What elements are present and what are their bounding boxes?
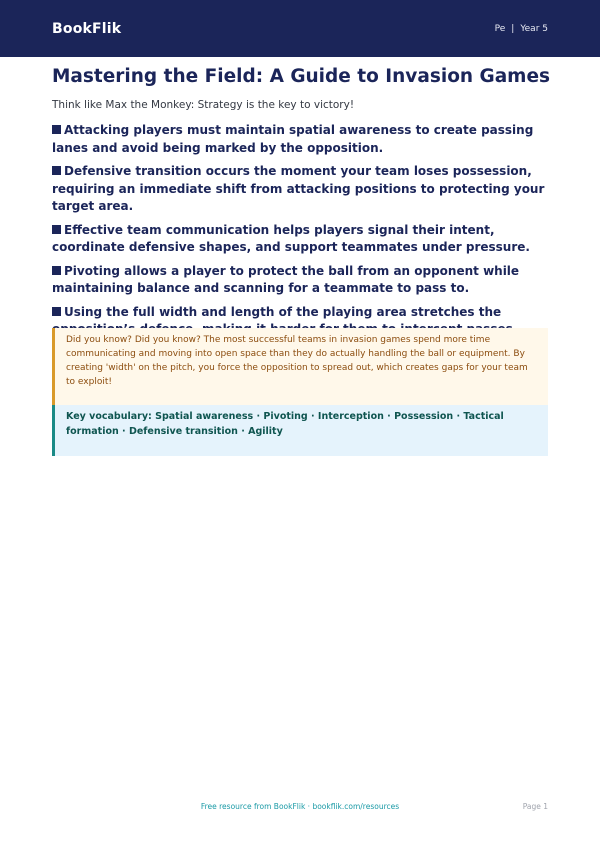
- point-text: Attacking players must maintain spatial awareness to create passing lanes and avoid being marked by the opposition.: [52, 123, 534, 155]
- subject-label: Pe: [494, 23, 506, 34]
- point-text: Using the full width and length of the playing area stretches the: [64, 304, 502, 319]
- key-vocabulary-box: [52, 405, 548, 456]
- year-label: Year 5: [520, 23, 548, 34]
- square-bullet-icon: [52, 266, 61, 275]
- meta-separator: |: [511, 23, 515, 34]
- page-number: Page 1: [522, 802, 548, 811]
- list-item: [52, 122, 548, 157]
- point-text: Effective team communication helps players signal their intent, coordinate defensive shapes, and support teammates under pressure.: [52, 222, 530, 254]
- square-bullet-icon: [52, 125, 61, 134]
- square-bullet-icon: [52, 225, 61, 234]
- page-subtitle: Think like Max the Monkey: Strategy is the key to victory!: [52, 99, 355, 111]
- footer-resource-link[interactable]: Free resource from BookFlik · bookflik.com/resources: [200, 802, 400, 811]
- header-bar: [0, 0, 600, 57]
- point-text: Pivoting allows a player to protect the ball from an opponent while maintaining balance and scanning for a teammate to pass to.: [52, 263, 520, 295]
- list-item: [52, 163, 548, 216]
- list-item: [52, 222, 548, 257]
- point-text: Defensive transition occurs the moment your team loses possession, requiring an immediate shift from attacking positions to protecting your target area.: [52, 164, 545, 213]
- vocabulary-text: Key vocabulary: Spatial awareness · Pivoting · Interception · Possession · Tactical formation · Defensive transition · Agility: [66, 411, 504, 437]
- page-footer: [0, 802, 600, 816]
- brand-logo-text[interactable]: BookFlik: [52, 20, 122, 37]
- square-bullet-icon: [52, 307, 61, 316]
- list-item: [52, 263, 548, 298]
- did-you-know-callout: [52, 328, 548, 406]
- key-points-list: [52, 122, 548, 345]
- header-meta: [495, 24, 548, 34]
- square-bullet-icon: [52, 166, 61, 175]
- page-title: Mastering the Field: A Guide to Invasion Games: [52, 66, 551, 87]
- did-you-know-text: Did you know? Did you know? The most successful teams in invasion games spend more time communicating and moving into open space than they do actually handling the ball or equipment. By creating 'width' on the pitch, you force the opposition to spread out, which creates gaps for your team to exploit!: [66, 335, 528, 387]
